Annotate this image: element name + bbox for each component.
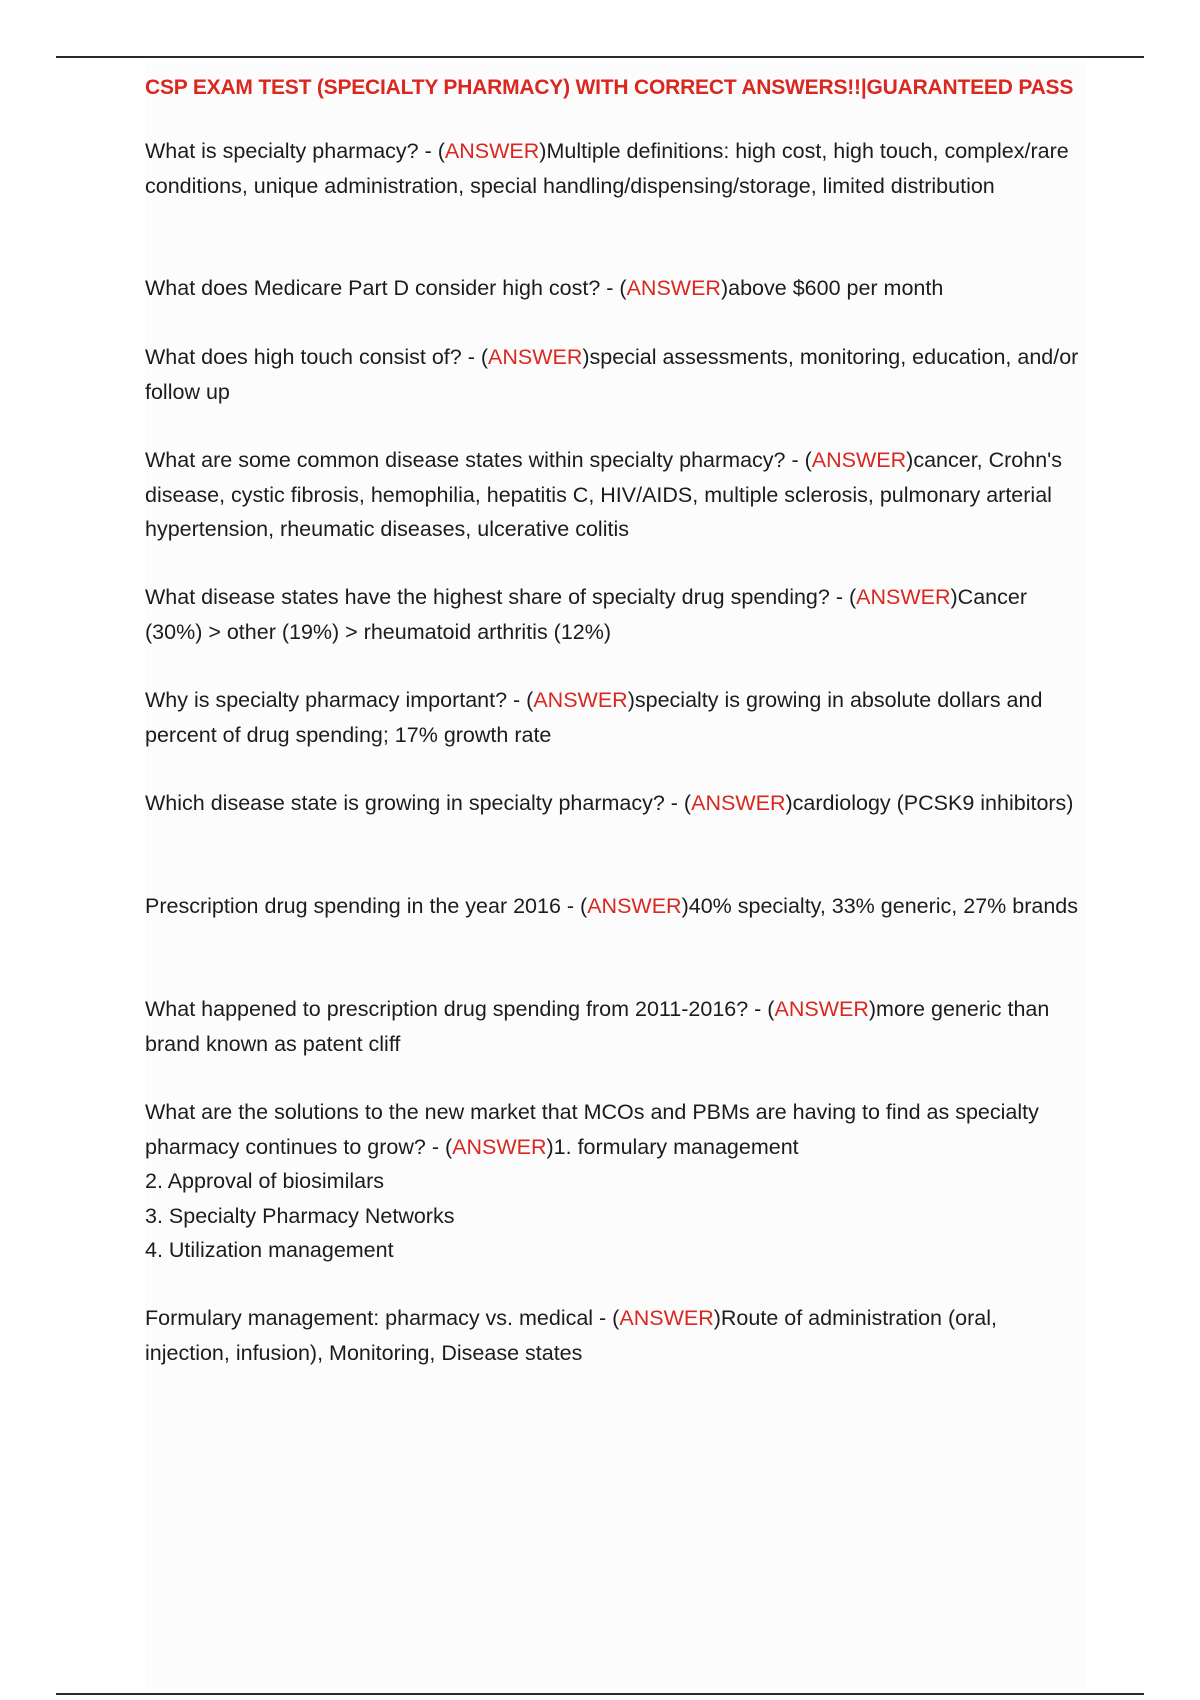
- answer-text: 1. formulary management: [553, 1134, 799, 1159]
- answer-text: special assessments, monitoring, education, and/or follow up: [145, 345, 1079, 404]
- question-text: What does high touch consist of?: [145, 345, 462, 369]
- answer-tag: ANSWER: [488, 345, 583, 369]
- answer-tag: ANSWER: [452, 1134, 547, 1159]
- qa-item: [145, 683, 1085, 752]
- close-paren: ): [906, 448, 914, 472]
- answer-tag: ANSWER: [444, 139, 540, 163]
- question-text: What does Medicare Part D consider high cost?: [145, 276, 601, 300]
- separator: - (: [418, 139, 445, 163]
- answer-tag: ANSWER: [619, 1306, 714, 1330]
- document-title: CSP EXAM TEST (SPECIALTY PHARMACY) WITH CORRECT ANSWERS!!|GUARANTEED PASS: [145, 76, 1074, 99]
- answer-tag: ANSWER: [774, 997, 869, 1021]
- answer-list-item: 4. Utilization management: [145, 1238, 394, 1262]
- close-paren: ): [627, 688, 635, 712]
- answer-text: Multiple definitions: high cost, high touch, complex/rare conditions, unique administration, special handling/dispensing/storage, limited distribution: [145, 139, 1069, 198]
- qa-item: [145, 271, 1085, 306]
- qa-item: [145, 443, 1085, 547]
- answer-tag: ANSWER: [856, 585, 951, 609]
- qa-item: [145, 786, 1085, 821]
- answer-tag: ANSWER: [587, 894, 682, 918]
- answer-tag: ANSWER: [626, 276, 721, 300]
- separator: - (: [425, 1134, 453, 1159]
- answer-text: cardiology (PCSK9 inhibitors): [792, 791, 1074, 815]
- separator: - (: [600, 276, 627, 300]
- answer-text: cancer, Crohn's disease, cystic fibrosis, hemophilia, hepatitis C, HIV/AIDS, multiple sclerosis, pulmonary arterial hypertension, rheumatic diseases, ulcerative colitis: [145, 448, 1063, 541]
- question-text: What happened to prescription drug spending from 2011-2016?: [145, 997, 749, 1021]
- answer-text: specialty is growing in absolute dollars and percent of drug spending; 17% growth rate: [145, 688, 1043, 747]
- question-text: What are the solutions to the new market that MCOs and PBMs are having to find as specialty pharmacy continues to grow?: [145, 1100, 1039, 1159]
- separator: - (: [748, 997, 775, 1021]
- qa-item: [145, 992, 1085, 1061]
- answer-list-item: 2. Approval of biosimilars: [145, 1169, 384, 1193]
- answer-tag: ANSWER: [811, 448, 907, 472]
- top-rule: [56, 56, 1144, 58]
- answer-text: above $600 per month: [728, 276, 944, 300]
- question-text: What are some common disease states within specialty pharmacy?: [145, 448, 786, 472]
- qa-item: [145, 1095, 1085, 1268]
- close-paren: ): [546, 1134, 554, 1159]
- bottom-rule: [56, 1693, 1144, 1695]
- qa-item: [145, 580, 1085, 649]
- answer-text: Cancer (30%) > other (19%) > rheumatoid arthritis (12%): [145, 585, 1027, 644]
- close-paren: ): [785, 791, 793, 815]
- answer-tag: ANSWER: [691, 791, 786, 815]
- close-paren: ): [868, 997, 877, 1021]
- separator: - (: [560, 894, 588, 918]
- question-text: Prescription drug spending in the year 2016: [145, 894, 561, 918]
- close-paren: ): [720, 276, 729, 300]
- separator: - (: [829, 585, 857, 609]
- qa-item: [145, 340, 1085, 409]
- close-paren: ): [582, 345, 590, 369]
- question-text: Why is specialty pharmacy important?: [145, 688, 508, 712]
- qa-item: [145, 134, 1085, 203]
- question-text: Which disease state is growing in specialty pharmacy?: [145, 791, 665, 815]
- answer-tag: ANSWER: [533, 688, 628, 712]
- separator: - (: [507, 688, 534, 712]
- separator: - (: [461, 345, 488, 369]
- separator: - (: [664, 791, 692, 815]
- close-paren: ): [950, 585, 958, 609]
- close-paren: ): [539, 139, 547, 163]
- document-page: [145, 62, 1085, 1688]
- question-text: What disease states have the highest share of specialty drug spending?: [145, 585, 830, 609]
- answer-text: 40% specialty, 33% generic, 27% brands: [688, 894, 1078, 918]
- separator: - (: [785, 448, 812, 472]
- qa-item: [145, 889, 1085, 924]
- answer-text: Route of administration (oral, injection, infusion), Monitoring, Disease states: [145, 1306, 997, 1365]
- close-paren: ): [713, 1306, 721, 1330]
- answer-text: more generic than brand known as patent cliff: [145, 997, 1050, 1056]
- question-text: Formulary management: pharmacy vs. medical: [145, 1306, 594, 1330]
- close-paren: ): [681, 894, 689, 918]
- question-text: What is specialty pharmacy?: [145, 139, 419, 163]
- answer-list-item: 3. Specialty Pharmacy Networks: [145, 1203, 455, 1228]
- qa-item: [145, 1301, 1085, 1370]
- separator: - (: [593, 1306, 620, 1330]
